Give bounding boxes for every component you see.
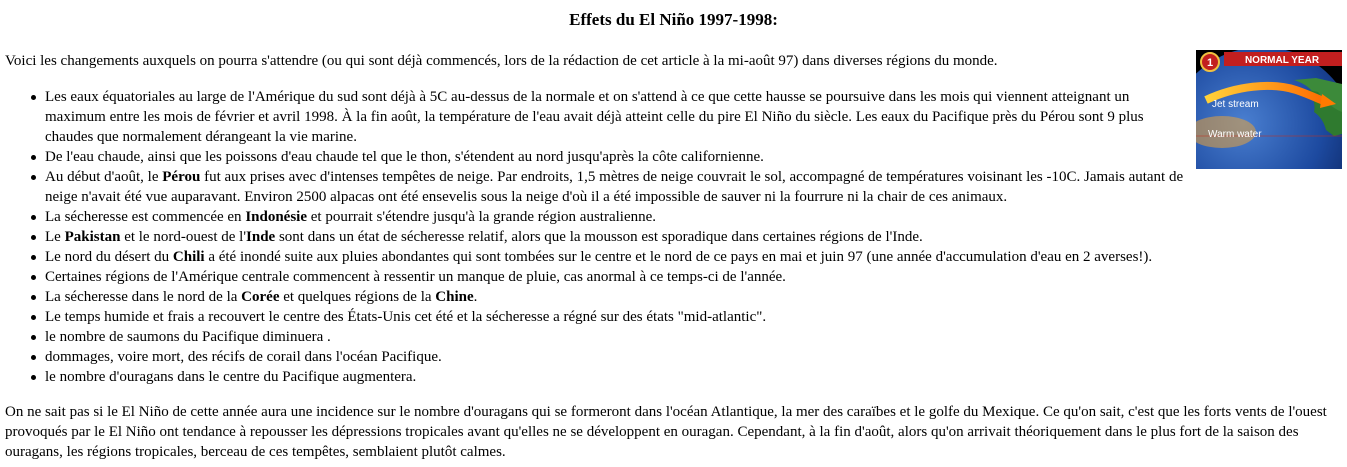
list-item: Au début d'août, le Pérou fut aux prises avec d'intenses tempêtes de neige. Par endroits, 1,5 mètres de neige couvrait le sol, accompagné de températures voisinant les -10C. Jamais autant de neige n'avait été vue auparavant. Environ 2500 alpacas ont été ensevelis sous la neige d'où il a été impossible de sauver ni la fourrure ni la chair de ces animaux. (45, 167, 1195, 207)
intro-paragraph: Voici les changements auxquels on pourra s'attendre (ou qui sont déjà commencés, lors de la rédaction de cet article à la mi-août 97) dans diverses régions du monde. (5, 53, 998, 69)
country-name: Indonésie (245, 209, 307, 225)
country-name: Inde (246, 229, 276, 245)
list-item: Le Pakistan et le nord-ouest de l'Inde sont dans un état de sécheresse relatif, alors que la mousson est sporadique dans certaines régions de l'Inde. (45, 227, 1345, 247)
list-item: Les eaux équatoriales au large de l'Amérique du sud sont déjà à 5C au-dessus de la normale et on s'attend à ce que cette hausse se poursuive dans les mois qui viennent atteignant un maximum entre les mois de février et avril 1998. À la fin août, la température de l'eau avait déjà atteint celle du pire El Niño du siècle. Les eaux du Pacifique près du Pérou sont 9 plus chaudes que normalement dérangeant la vie marine. (45, 87, 1185, 147)
list-item: le nombre de saumons du Pacifique diminuera . (45, 327, 1345, 347)
country-name: Pakistan (64, 229, 121, 245)
list-item: Le temps humide et frais a recouvert le centre des États-Unis cet été et la sécheresse a régné sur des états "mid-atlantic". (45, 307, 1345, 327)
list-item: Certaines régions de l'Amérique centrale commencent à ressentir un manque de pluie, cas anormal à ce temps-ci de l'année. (45, 267, 1345, 287)
figure-label-warm-water: Warm water (1208, 129, 1262, 140)
figure-badge: 1 (1206, 57, 1214, 69)
list-item: dommages, voire mort, des récifs de corail dans l'océan Pacifique. (45, 347, 1345, 367)
figure-label-jet-stream: Jet stream (1212, 99, 1259, 110)
list-item: le nombre d'ouragans dans le centre du Pacifique augmentera. (45, 367, 1345, 387)
conclusion-paragraph: On ne sait pas si le El Niño de cette année aura une incidence sur le nombre d'ouragans qui se formeront dans l'océan Atlantique, la mer des caraïbes et le golfe du Mexique. Ce qu'on sait, c'est que les forts vents de l'ouest provoqués par le El Niño ont tendance à repousser les dépressions tropicales avant qu'elles ne se développent en ouragan. Cependant, à la fin d'août, alors qu'on arrivait théoriquement dans le plus fort de la saison des ouragans, les régions tropicales, berceau de ces tempêtes, semblaient plutôt calmes. (5, 404, 1327, 460)
country-name: Chili (172, 249, 205, 265)
list-item: La sécheresse est commencée en Indonésie et pourrait s'étendre jusqu'à la grande région australienne. (45, 207, 1345, 227)
list-item: La sécheresse dans le nord de la Corée et quelques régions de la Chine. (45, 287, 1345, 307)
page-title: Effets du El Niño 1997-1998: (569, 10, 778, 29)
list-item: De l'eau chaude, ainsi que les poissons d'eau chaude tel que le thon, s'étendent au nord jusqu'après la côte californienne. (45, 147, 1345, 167)
effects-list (5, 87, 1345, 387)
list-item: Le nord du désert du Chili a été inondé suite aux pluies abondantes qui sont tombées sur le centre et le nord de ce pays en mai et juin 97 (une année d'accumulation d'eau en 2 averses!). (45, 247, 1345, 267)
country-name: Chine (435, 289, 474, 305)
country-name: Corée (241, 289, 280, 305)
figure-banner: NORMAL YEAR (1244, 55, 1320, 66)
country-name: Pérou (162, 169, 201, 185)
